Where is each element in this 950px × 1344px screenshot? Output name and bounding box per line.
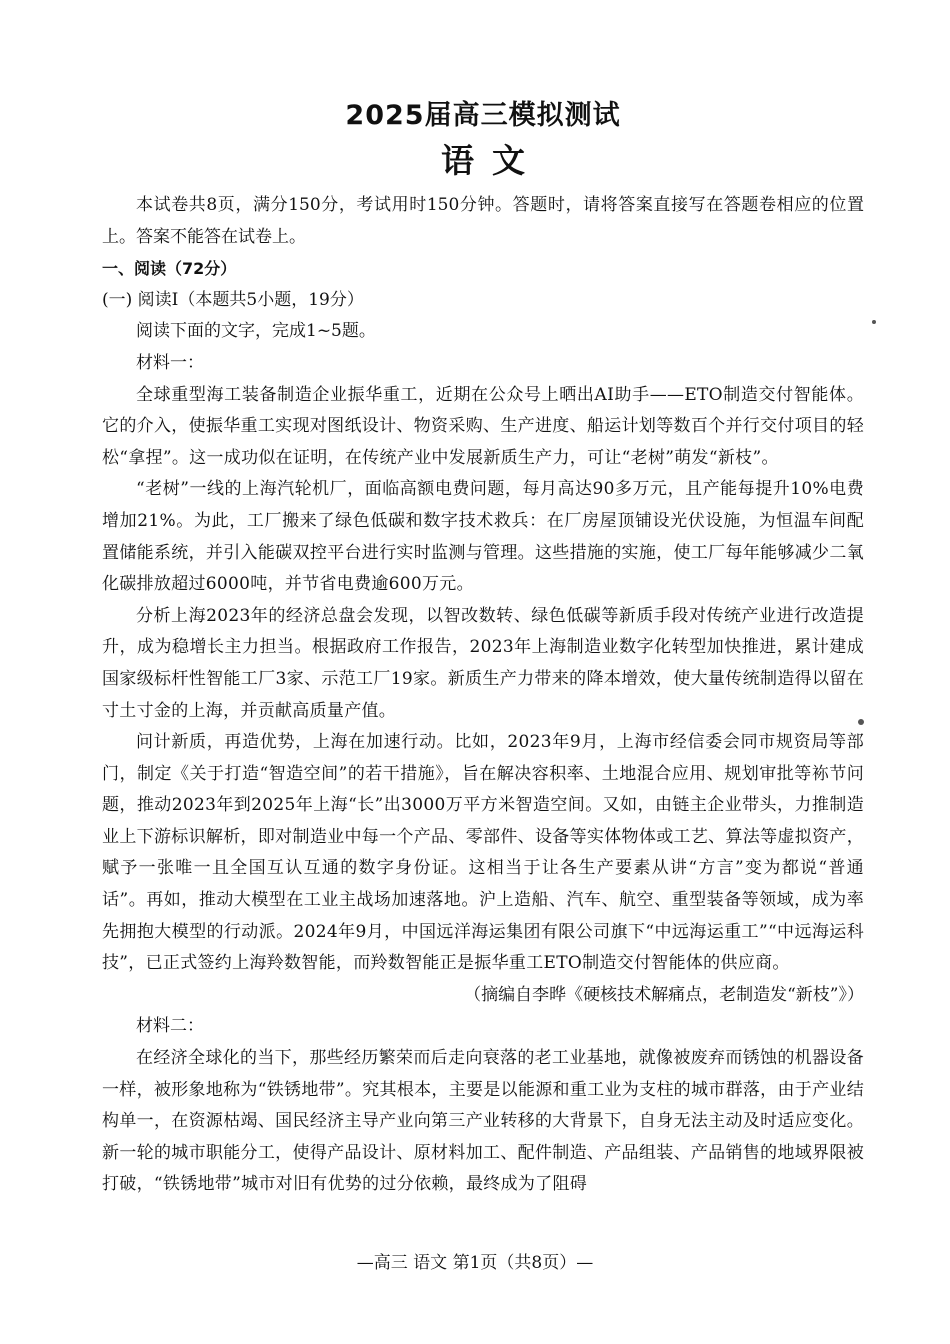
part-heading-reading-one: (一) 阅读I（本题共5小题，19分） — [102, 289, 364, 310]
material-one-source: （摘编自李晔《硬核技术解痛点，老制造发“新枝”》） — [464, 984, 864, 1005]
exam-title: 2025届高三模拟测试 — [345, 100, 621, 131]
scan-speck — [872, 320, 876, 324]
instructions: 本试卷共8页，满分150分，考试用时150分钟。答题时，请将答案直接写在答题卷相应的位置上。答案不能答在试卷上。 — [102, 195, 864, 247]
material-two-label: 材料二： — [136, 1016, 204, 1037]
material-one-paragraph: 问计新质，再造优势，上海在加速行动。比如，2023年9月，上海市经信委会同市规资局等部门，制定《关于打造“智造空间”的若干措施》，旨在解决容积率、土地混合应用、规划审批等袮节问题，推动2023年到2025年上海“长”出3000万平方米智造空间。又如，由链主企业带头，力推制造业上下游标识解析，即对制造业中每一个产品、零部件、设备等实体物体或工艺、算法等虚拟资产，赋予一张唯一且全国互认互通的数字身份证。这相当于让各生产要素从讲“方言”变为都说“普通话”。再如，推动大模型在工业主战场加速落地。沪上造船、汽车、航空、重型装备等领域，成为率先拥抱大模型的行动派。2024年9月，中国远洋海运集团有限公司旗下“中远海运重工”“中远海运科技”，已正式签约上海羚数智能，而羚数智能正是振华重工ETO制造交付智能体的供应商。 — [102, 732, 864, 974]
material-one-paragraph: 分析上海2023年的经济总盘会发现，以智改数转、绿色低碳等新质手段对传统产业进行改造提升，成为稳增长主力担当。根据政府工作报告，2023年上海制造业数字化转型加快推进，累计建成国家级标杆性智能工厂3家、示范工厂19家。新质生产力带来的降本增效，使大量传统制造得以留在寸土寸金的上海，并贡献高质量产值。 — [102, 605, 864, 721]
page-footer: —高三 语文 第1页（共8页）— — [356, 1253, 594, 1273]
section-heading-reading: 一、阅读（72分） — [102, 259, 237, 279]
material-two-paragraph: 在经济全球化的当下，那些经历繁荣而后走向衰落的老工业基地，就像被废弃而锈蚀的机器设备一样，被形象地称为“铁锈地带”。究其根本，主要是以能源和重工业为支柱的城市群落，由于产业结构单一，在资源枯竭、国民经济主导产业向第三产业转移的大背景下，自身无法主动及时适应变化。新一轮的城市职能分工，使得产品设计、原材料加工、配件制造、产品组装、产品销售的地域界限被打破，“铁锈地带”城市对旧有优势的过分依赖，最终成为了阻碍 — [102, 1048, 864, 1195]
material-one-label: 材料一： — [136, 352, 204, 373]
subject-title: 语文 — [441, 141, 543, 180]
scan-speck — [858, 719, 864, 725]
reading-directions: 阅读下面的文字，完成1~5题。 — [136, 321, 376, 342]
material-one-paragraph: 全球重型海工装备制造企业振华重工，近期在公众号上晒出AI助手——ETO制造交付智能体。它的介入，使振华重工实现对图纸设计、物资采购、生产进度、船运计划等数百个并行交付项目的轻松“拿捏”。这一成功似在证明，在传统产业中发展新质生产力，可让“老树”萌发“新枝”。 — [102, 384, 864, 468]
material-one-paragraph: “老树”一线的上海汽轮机厂，面临高额电费问题，每月高达90多万元，且产能每提升10%电费增加21%。为此，工厂搬来了绿色低碳和数字技术救兵：在厂房屋顶铺设光伏设施，为恒温车间配置储能系统，并引入能碳双控平台进行实时监测与管理。这些措施的实施，使工厂每年能够减少二氧化碳排放超过6000吨，并节省电费逾600万元。 — [102, 479, 864, 595]
